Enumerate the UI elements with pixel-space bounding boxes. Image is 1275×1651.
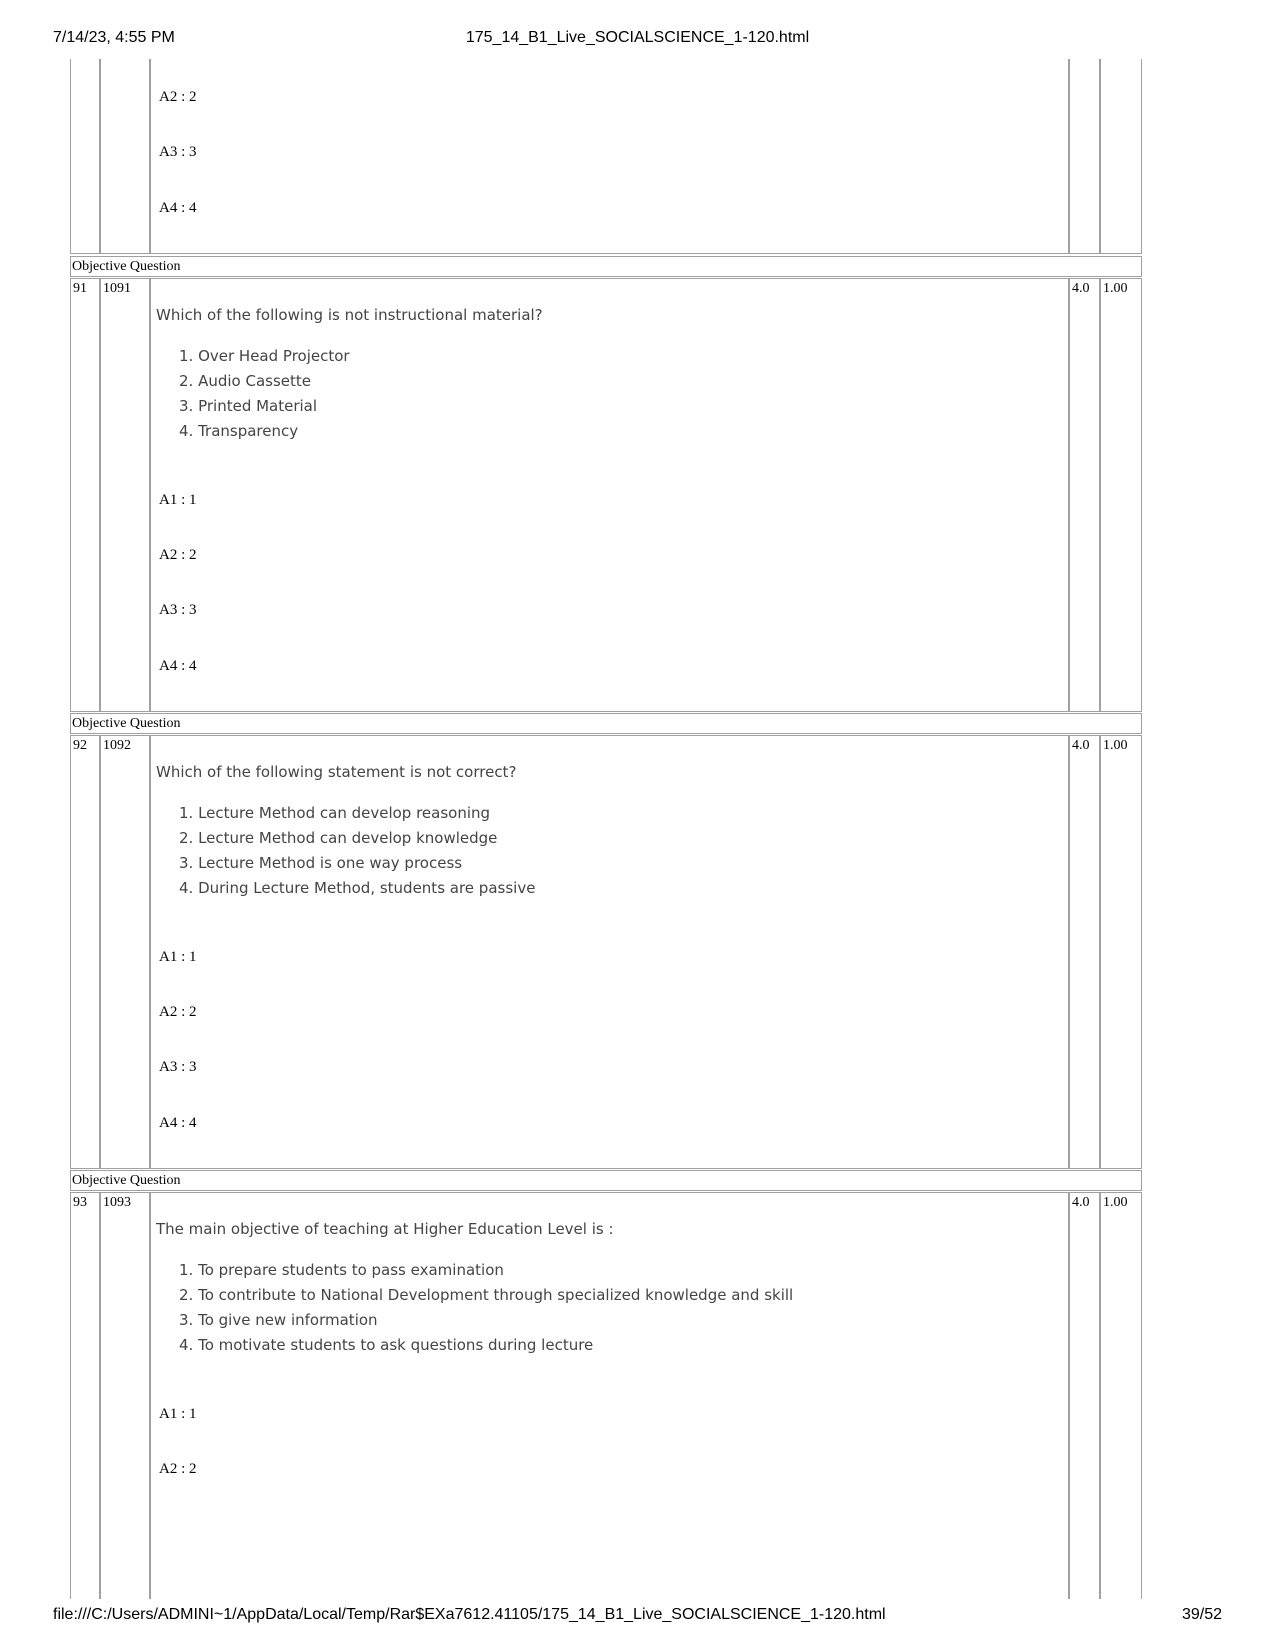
answer-option: A2 : 2 [159,547,197,563]
answer-option: A4 : 4 [159,200,197,216]
section-heading: Objective Question [70,1170,1142,1191]
file-path: file:///C:/Users/ADMINI~1/AppData/Local/Temp/Rar$EXa7612.41105/175_14_B1_Live_SOCIALSCIENCE_1-120.html [53,1606,886,1623]
option-item: 3. Lecture Method is one way process [179,854,463,872]
print-datetime: 7/14/23, 4:55 PM [53,29,175,46]
negative-marks-cell: 1.00 [1100,278,1142,712]
answer-option: A1 : 1 [159,949,197,965]
option-list [179,344,350,444]
question-text: Which of the following is not instructional material? [156,306,543,324]
option-item: 2. Audio Cassette [179,372,311,390]
qid-cell [100,59,150,254]
question-text: Which of the following statement is not correct? [156,763,517,781]
page-number: 39/52 [1181,1606,1222,1623]
qid-cell: 1092 [100,735,150,1169]
negative-marks-cell: 1.00 [1100,735,1142,1169]
option-item: 3. Printed Material [179,397,318,415]
marks-cell: 4.0 [1069,278,1100,712]
answer-option: A3 : 3 [159,602,197,618]
option-item: 4. During Lecture Method, students are passive [179,879,536,897]
sno-cell [70,59,100,254]
section-heading: Objective Question [70,713,1142,734]
question-text: The main objective of teaching at Higher Education Level is : [156,1220,614,1238]
marks-cell [1069,59,1100,254]
qid-cell: 1091 [100,278,150,712]
option-item: 1. Lecture Method can develop reasoning [179,804,491,822]
option-item: 1. Over Head Projector [179,347,350,365]
answer-option: A1 : 1 [159,492,197,508]
qid-cell: 1093 [100,1192,150,1599]
marks-cell: 4.0 [1069,735,1100,1169]
negative-marks-cell: 1.00 [1100,1192,1142,1599]
question-cell [150,1192,1069,1599]
option-list [179,1258,793,1358]
negative-marks-cell [1100,59,1142,254]
question-cell [150,735,1069,1169]
answer-option: A1 : 1 [159,1406,197,1422]
option-item: 4. Transparency [179,422,299,440]
question-cell [150,278,1069,712]
option-item: 1. To prepare students to pass examination [179,1261,504,1279]
answer-option: A2 : 2 [159,1004,197,1020]
answer-option: A2 : 2 [159,89,197,105]
option-item: 2. Lecture Method can develop knowledge [179,829,498,847]
answer-option: A3 : 3 [159,1059,197,1075]
option-item: 2. To contribute to National Development through specialized knowledge and skill [179,1286,794,1304]
sno-cell: 93 [70,1192,100,1599]
option-list [179,801,535,901]
sno-cell: 91 [70,278,100,712]
sno-cell: 92 [70,735,100,1169]
section-heading: Objective Question [70,256,1142,277]
answer-option: A4 : 4 [159,1115,197,1131]
option-item: 3. To give new information [179,1311,378,1329]
option-item: 4. To motivate students to ask questions during lecture [179,1336,594,1354]
answer-option: A4 : 4 [159,658,197,674]
document-title: 175_14_B1_Live_SOCIALSCIENCE_1-120.html [465,29,810,46]
question-cell [150,59,1069,254]
marks-cell: 4.0 [1069,1192,1100,1599]
answer-option: A3 : 3 [159,144,197,160]
question-table [70,59,1206,1599]
answer-option: A2 : 2 [159,1461,197,1477]
